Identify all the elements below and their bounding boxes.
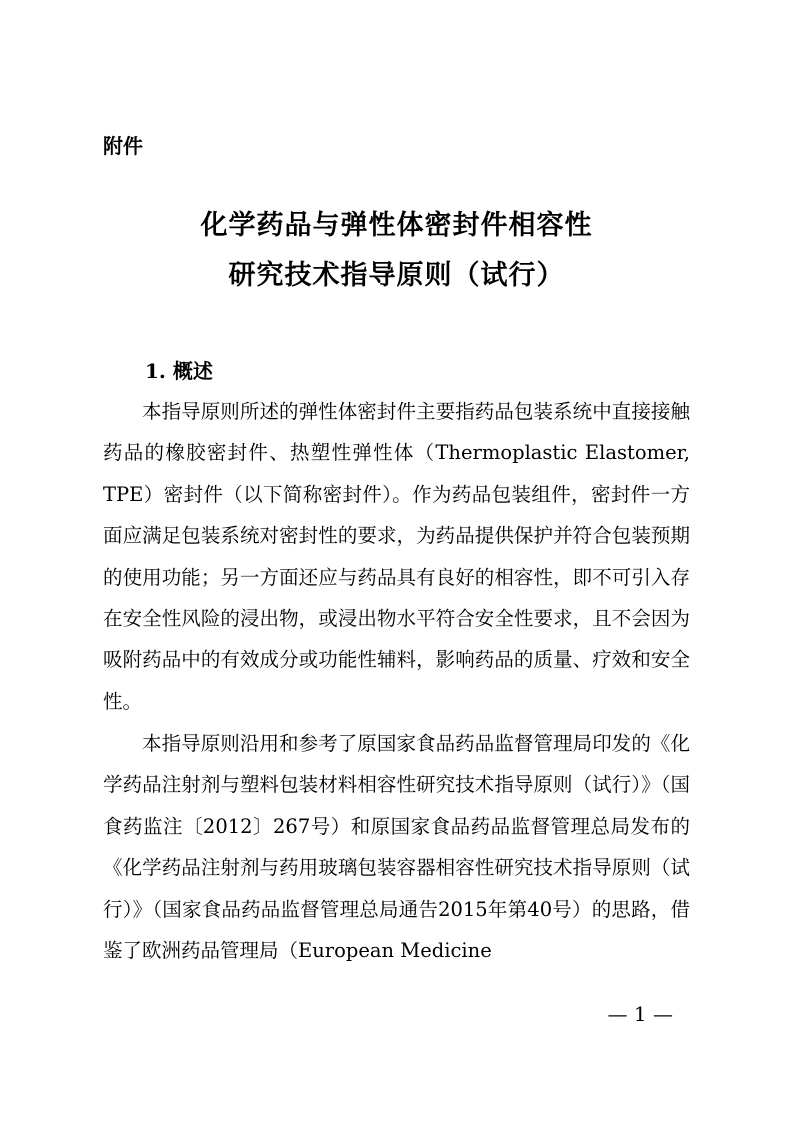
body-paragraph: 本指导原则所述的弹性体密封件主要指药品包装系统中直接接触药品的橡胶密封件、热塑性弹性体（Thermoplastic Elastomer, TPE）密封件（以下简称密封件）。作为药品包装组件，密封件一方面应满足包装系统对密封性的要求，为药品提供保护并符合包装预期的使用功能；另一方面还应与药品具有良好的相容性，即不可引入存在安全性风险的浸出物，或浸出物水平符合安全性要求，且不会因为吸附药品中的有效成分或功能性辅料，影响药品的质量、疗效和安全性。 xyxy=(103,400,690,713)
attachment-label: 附件 xyxy=(103,134,143,158)
page-number: — 1 — xyxy=(607,1002,673,1026)
document-title-line-1: 化学药品与弹性体密封件相容性 xyxy=(200,210,593,241)
section-heading-overview: 1. 概述 xyxy=(145,359,213,383)
document-title-line-2: 研究技术指导原则（试行） xyxy=(228,260,565,291)
body-paragraph: 本指导原则沿用和参考了原国家食品药品监督管理局印发的《化学药品注射剂与塑料包装材料相容性研究技术指导原则（试行）》（国食药监注〔2012〕267号）和原国家食品药品监督管理总局发布的《化学药品注射剂与药用玻璃包装容器相容性研究技术指导原则（试行）》（国家食品药品监督管理总局通告2015年第40号）的思路，借鉴了欧洲药品管理局（European Medicine xyxy=(103,732,690,963)
